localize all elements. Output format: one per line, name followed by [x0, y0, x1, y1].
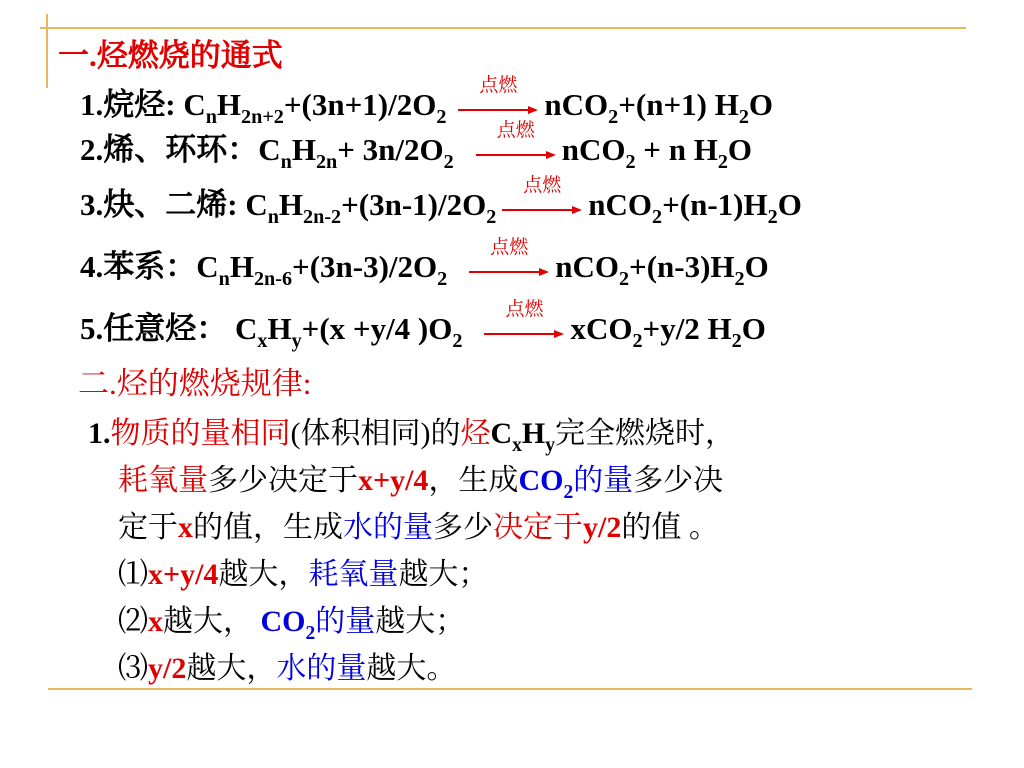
carbon-count: n — [267, 206, 279, 228]
co2-term: xCO — [570, 311, 633, 346]
left-divider — [46, 14, 48, 88]
y2-text: y/2 — [148, 652, 187, 685]
oxygen-sub: 2 — [486, 206, 497, 228]
formula-h: H — [521, 417, 546, 450]
reaction-arrow — [469, 235, 549, 285]
hydrogen-symbol: H — [278, 187, 304, 222]
water-term: +(n-3)H — [629, 249, 735, 284]
larger-end-text: 越大； — [398, 558, 489, 591]
carbon-count: n — [280, 151, 292, 173]
oxygen-term: +(x +y/4 )O — [301, 311, 453, 346]
larger-end-text: 越大； — [375, 605, 466, 638]
hydrogen-count: 2n-2 — [303, 206, 342, 228]
rule-line-2 — [118, 457, 723, 504]
oxygen-term: +(3n+1)/2O — [283, 87, 437, 122]
determined-by-text: 决定于 — [493, 511, 583, 544]
rule-number: 1. — [88, 417, 111, 450]
water-term: +(n+1) H — [618, 87, 739, 122]
carbon-count: x — [257, 330, 268, 352]
formula-label: 5.任意烃： — [80, 311, 235, 346]
water-term: + n H — [635, 132, 718, 167]
water-sub: 2 — [717, 151, 728, 173]
larger-text: 越大， — [163, 605, 261, 638]
water-sub: 2 — [767, 206, 778, 228]
arrow-icon — [502, 205, 582, 215]
water-o: O — [741, 311, 766, 346]
co2-sub: 2 — [618, 268, 630, 290]
formula-c: C — [490, 417, 513, 450]
oxygen-sub: 2 — [452, 330, 463, 352]
co2-sub: 2 — [625, 151, 636, 173]
oxygen-term: +(3n-3)/2O — [292, 249, 438, 284]
carbon-count: n — [218, 268, 230, 290]
formula-x: x — [512, 435, 522, 456]
hydrogen-symbol: H — [267, 311, 292, 346]
formula-label: 4.苯系： — [80, 249, 197, 284]
water-amount-text: 水的量 — [343, 511, 433, 544]
co2-sub: 2 — [305, 623, 316, 644]
rule-item-3 — [118, 645, 456, 692]
ignite-label: 点燃 — [479, 73, 518, 96]
rule-line-1 — [88, 410, 735, 457]
determined-text: 定于 — [118, 511, 178, 544]
x-text: x — [178, 511, 193, 544]
oxygen-term: +(3n-1)/2O — [341, 187, 487, 222]
hydrogen-count: y — [291, 330, 302, 352]
formula-label: 3.炔、二烯: — [80, 187, 246, 222]
larger-end-text: 越大。 — [366, 652, 457, 685]
hydrocarbon-text: 烃 — [460, 417, 491, 450]
water-sub: 2 — [731, 330, 742, 352]
hydrogen-count: 2n — [315, 151, 338, 173]
co2-term: nCO — [588, 187, 653, 222]
section2-title-text: 二.烃的燃烧规律: — [78, 366, 312, 401]
co2-term: nCO — [555, 249, 619, 284]
amount-text: 的量 — [573, 464, 634, 497]
arrow-icon — [458, 105, 538, 115]
oxygen-consumption-text: 耗氧量 — [118, 464, 208, 497]
formula-row-3 — [80, 173, 802, 228]
carbon-symbol: C — [245, 187, 268, 222]
co2-term: nCO — [561, 132, 626, 167]
larger-text: 越大， — [218, 558, 309, 591]
reaction-arrow — [502, 173, 582, 223]
item-marker: ⑴ — [118, 558, 148, 591]
arrow-icon — [476, 150, 556, 160]
co2-text: CO — [260, 605, 306, 638]
carbon-symbol: C — [235, 311, 258, 346]
oxygen-sub: 2 — [437, 268, 448, 290]
co2-text: CO — [518, 464, 564, 497]
rule-line-3 — [118, 504, 719, 551]
y2-text: y/2 — [583, 511, 622, 544]
carbon-symbol: C — [196, 249, 219, 284]
water-o: O — [727, 132, 753, 167]
water-o: O — [777, 187, 802, 222]
how-much-text: 多少 — [433, 511, 493, 544]
ignite-label: 点燃 — [523, 173, 562, 196]
hydrogen-symbol: H — [216, 87, 242, 122]
formula-y: y — [545, 435, 555, 456]
co2-sub: 2 — [563, 482, 574, 503]
x-plus-y4-text: x+y/4 — [148, 558, 219, 591]
co2-term: nCO — [544, 87, 609, 122]
ignite-label: 点燃 — [505, 297, 544, 320]
depends-on-text: 多少决定于 — [208, 464, 358, 497]
water-sub: 2 — [734, 268, 745, 290]
arrow-icon — [484, 329, 564, 339]
reaction-arrow — [476, 118, 556, 168]
item-marker: ⑵ — [118, 605, 148, 638]
hydrogen-count: 2n+2 — [241, 106, 284, 128]
ignite-label: 点燃 — [496, 118, 535, 141]
complete-combustion-text: 完全燃烧时， — [555, 417, 735, 450]
water-term: +y/2 H — [642, 311, 732, 346]
rule-item-1 — [118, 551, 488, 598]
same-amount-text: 物质的量相同 — [110, 417, 291, 450]
x-plus-y4-text: x+y/4 — [358, 464, 429, 497]
co2-sub: 2 — [608, 106, 619, 128]
value-end-text: 的值 。 — [621, 511, 719, 544]
formula-label: 2.烯、环环： — [80, 132, 259, 167]
x-text: x — [148, 605, 163, 638]
amount-text: 的量 — [315, 605, 376, 638]
oxygen-sub: 2 — [443, 151, 454, 173]
larger-text: 越大， — [186, 652, 277, 685]
section2-title — [78, 364, 311, 404]
ignite-label: 点燃 — [490, 235, 529, 258]
produce-text: ，生成 — [428, 464, 519, 497]
hydrogen-symbol: H — [291, 132, 316, 167]
hydrogen-symbol: H — [229, 249, 254, 284]
oxygen-consumption-text: 耗氧量 — [308, 558, 399, 591]
co2-sub: 2 — [652, 206, 663, 228]
formula-label: 1.烷烃: — [80, 87, 184, 122]
water-term: +(n-1)H — [662, 187, 768, 222]
oxygen-term: + 3n/2O — [337, 132, 444, 167]
top-divider — [40, 27, 966, 29]
carbon-symbol: C — [183, 87, 206, 122]
formula-row-2 — [80, 118, 753, 173]
water-o: O — [748, 87, 774, 122]
hydrogen-count: 2n-6 — [253, 268, 293, 290]
reaction-arrow — [484, 297, 564, 347]
water-amount-text: 水的量 — [276, 652, 367, 685]
formula-row-4 — [80, 235, 769, 290]
section1-title: 一.烃燃烧的通式 — [58, 38, 283, 73]
carbon-symbol: C — [258, 132, 281, 167]
co2-sub: 2 — [632, 330, 643, 352]
formula-row-5 — [80, 297, 766, 352]
carbon-count: n — [205, 106, 217, 128]
item-marker: ⑶ — [118, 652, 148, 685]
same-volume-text: (体积相同)的 — [290, 417, 461, 450]
arrow-icon — [469, 267, 549, 277]
depends-text: 多少决 — [633, 464, 724, 497]
water-sub: 2 — [738, 106, 749, 128]
water-o: O — [744, 249, 769, 284]
formula-row-1 — [80, 73, 774, 128]
value-produce-text: 的值，生成 — [193, 511, 343, 544]
oxygen-sub: 2 — [436, 106, 447, 128]
rule-item-2 — [118, 598, 465, 645]
